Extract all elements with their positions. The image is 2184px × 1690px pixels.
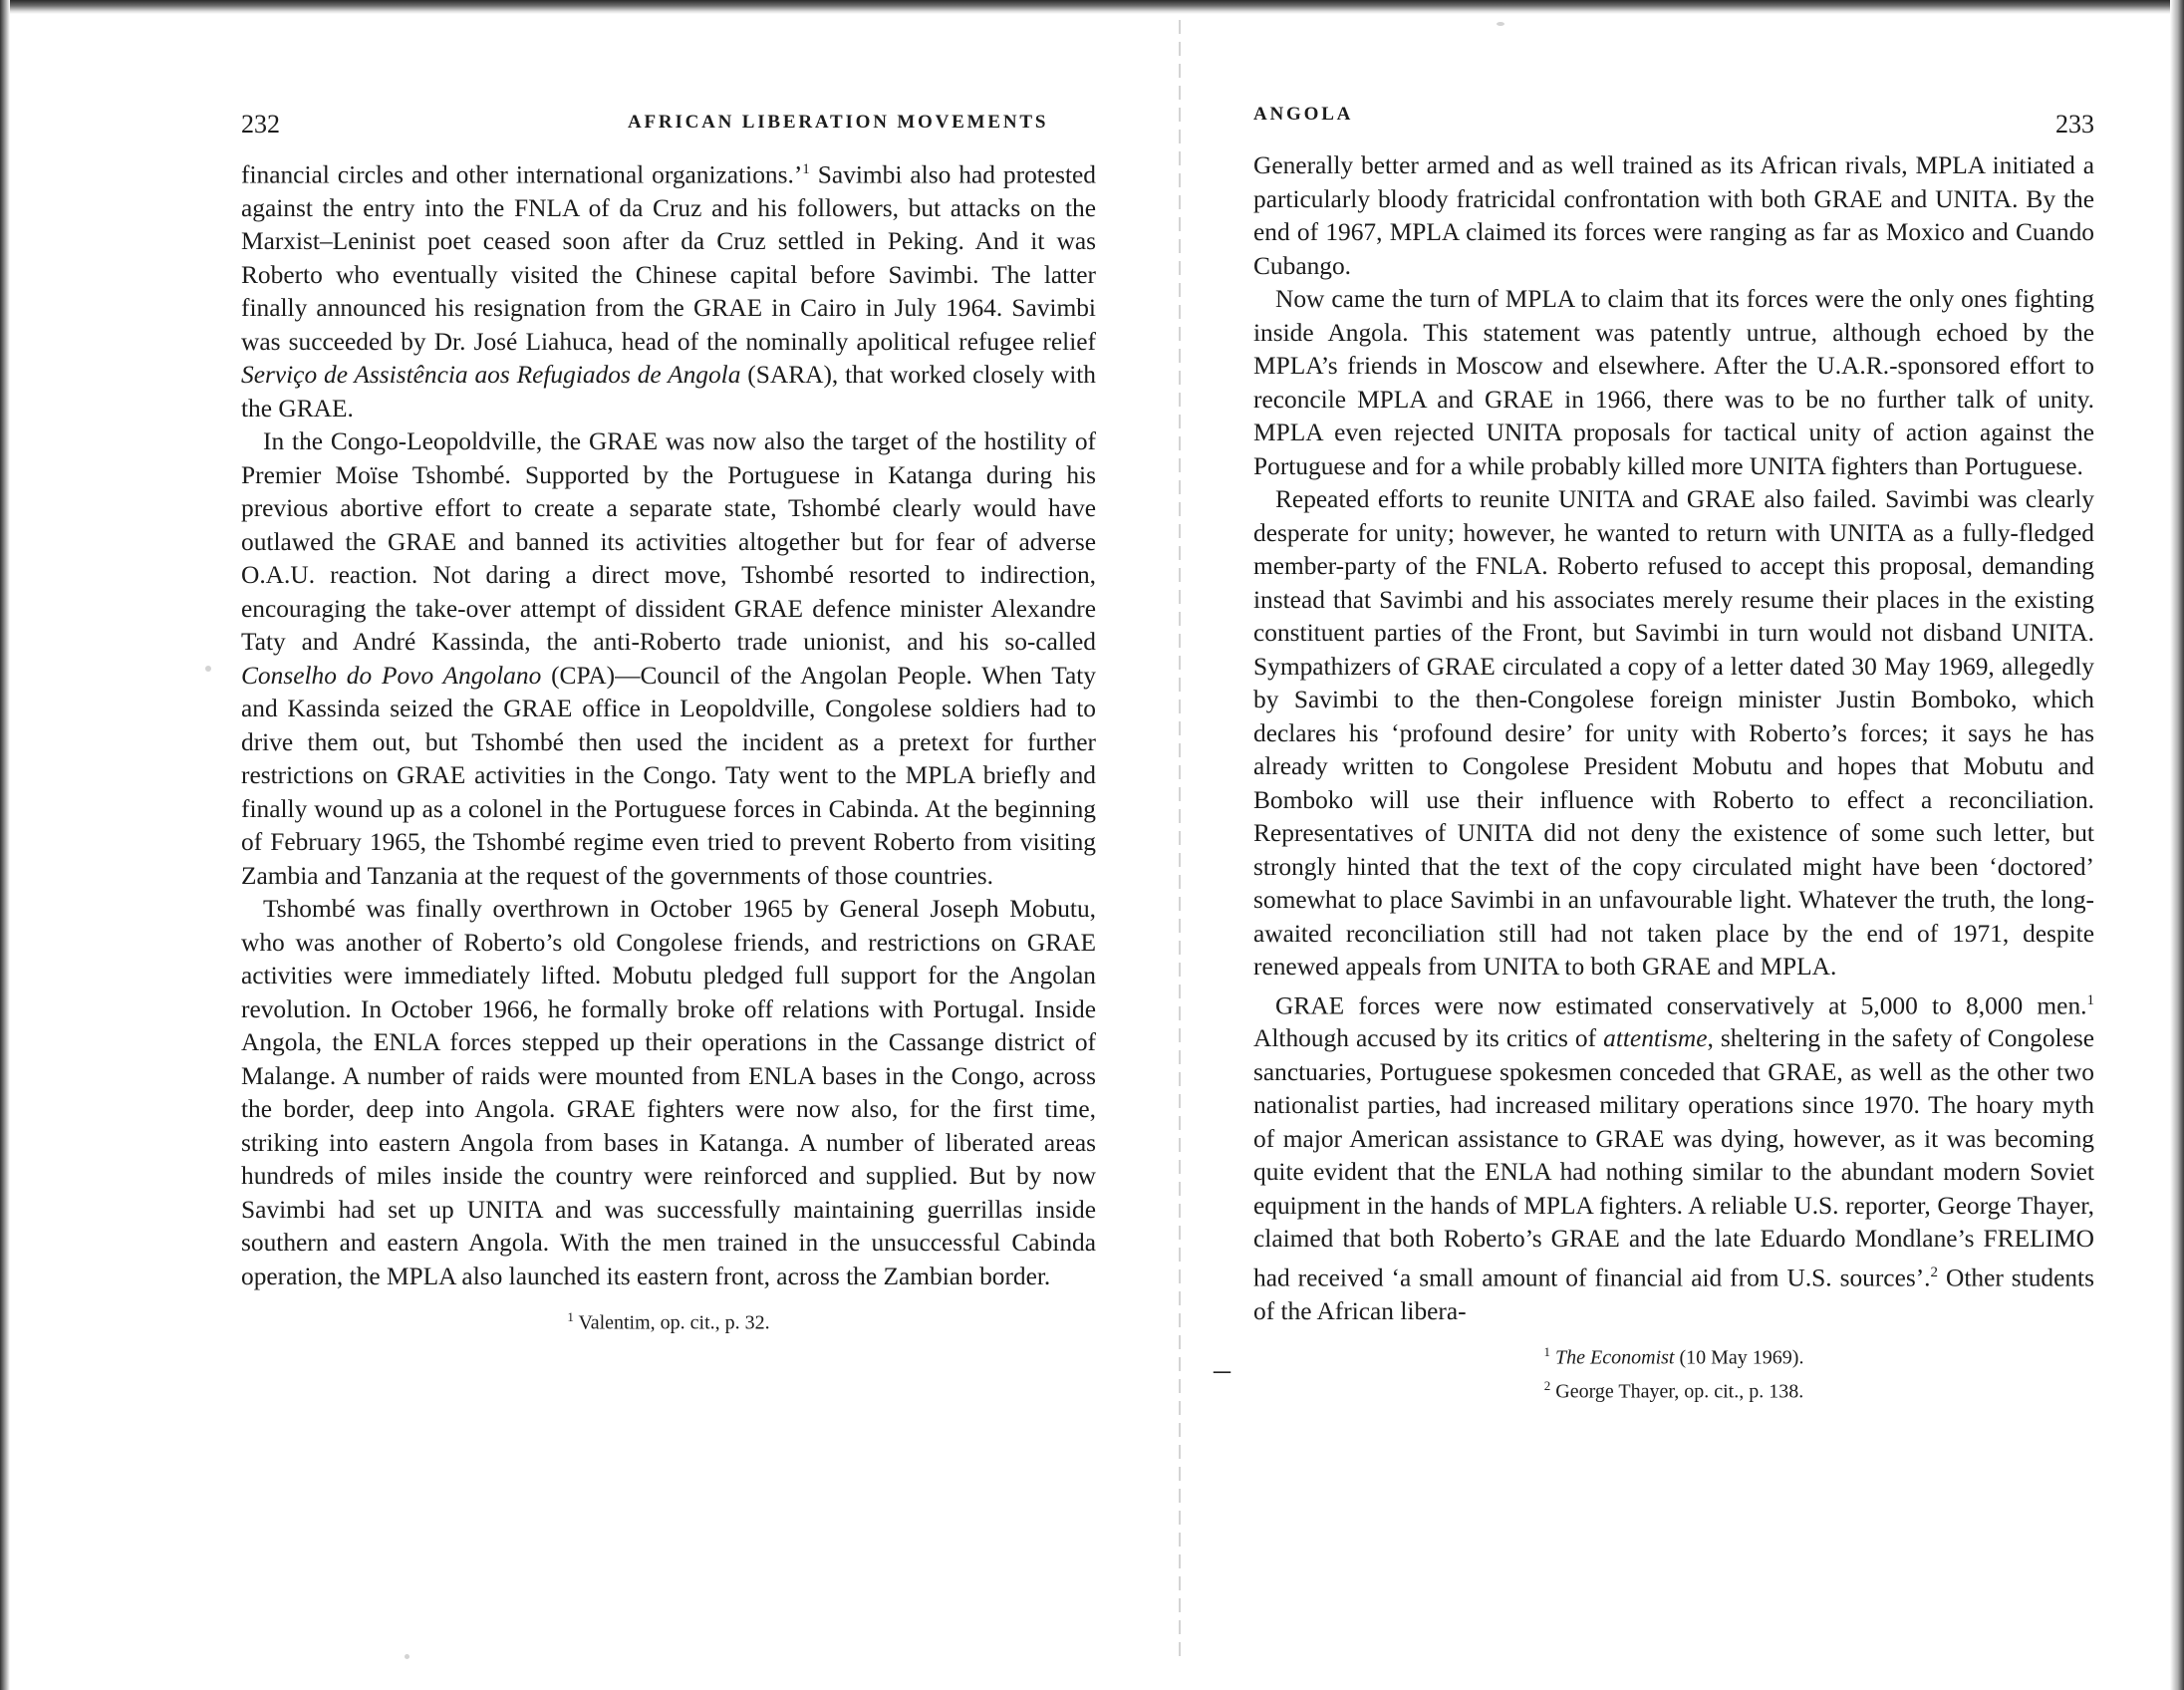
footnote-mark: 1 bbox=[567, 1309, 574, 1325]
scan-left-edge bbox=[0, 0, 10, 1690]
footnote-italic: The Economist bbox=[1555, 1347, 1675, 1370]
left-page bbox=[241, 100, 1096, 1337]
text-run: financial circles and other international organizations.’ bbox=[241, 160, 803, 189]
text-run: , sheltering in the safety of Congolese sanctuaries, Portuguese spokesmen conceded that GRAE, as well as the other two nationalist parties, had increased military operations since 1970. The hoary myth of major American assistance to GRAE was dying, however, as it was becoming quite evident that the ENLA had nothing similar to the abundant modern Soviet equipment in the hands of MPLA fighters. A reliable U.S. reporter, George Thayer, claimed that both Roberto’s GRAE and the late Eduardo Mondlane’s FRELIMO had received ‘a small amount of financial aid from U.S. sources’. bbox=[1253, 1024, 2094, 1292]
left-running-title: AFRICAN LIBERATION MOVEMENTS bbox=[628, 112, 1049, 133]
text-run: Repeated efforts to reunite UNITA and GRAE also failed. Savimbi was clearly desperate for unity; however, he wanted to return with UNITA as a fully-fledged member-party of the FNLA. Roberto refused to accept this proposal, demanding instead that Savimbi and his associates merely resume their places in the existing constituent parties of the Front, but Savimbi in turn would not disband UNITA. Sympathizers of GRAE circulated a copy of a letter dated 30 May 1969, allegedly by Savimbi to the then-Congolese foreign minister Justin Bomboko, which declares his ‘profound desire’ for unity with Roberto’s forces; it says he has already written to Congolese President Mobutu and hopes that Mobutu and Bomboko will use their influence with Roberto to effect a reconciliation. Representatives of UNITA did not deny the existence of some such letter, but strongly hinted that the text of the copy circulated might have been ‘doctored’ somewhat to place Savimbi in an unfavourable light. Whatever the truth, the long-awaited reconciliation still had not taken place by the end of 1971, despite renewed appeals from UNITA to both GRAE and MPLA. bbox=[1253, 485, 2094, 981]
scan-right-edge bbox=[2170, 0, 2184, 1690]
left-footnotes bbox=[241, 1303, 1096, 1337]
footnote bbox=[1253, 1338, 2094, 1372]
book-gutter bbox=[1179, 20, 1181, 1664]
paragraph bbox=[1253, 985, 2094, 1329]
scan-speck bbox=[205, 666, 211, 672]
paragraph bbox=[241, 893, 1096, 1293]
footnote-text-after: (10 May 1969). bbox=[1674, 1347, 1804, 1370]
text-run: (SARA), that worked closely with the GRAE. bbox=[241, 361, 1096, 422]
text-run: Generally better armed and as well trained as its African rivals, MPLA initiated a particularly bloody fratricidal confrontation with both GRAE and UNITA. By the end of 1967, MPLA claimed its forces were ranging as far as Moxico and Cuando Cubango. bbox=[1253, 151, 2094, 280]
paragraph bbox=[1253, 483, 2094, 985]
footnote-mark: 1 bbox=[1543, 1344, 1551, 1360]
text-run: Although accused by its critics of bbox=[1253, 1024, 1604, 1053]
paragraph bbox=[241, 153, 1096, 425]
right-body-text bbox=[1253, 149, 2094, 1328]
right-footnotes bbox=[1253, 1338, 2094, 1405]
footnote-text: Valentim, op. cit., p. 32. bbox=[573, 1312, 770, 1335]
italic-text: attentisme bbox=[1603, 1024, 1708, 1053]
right-page bbox=[1253, 100, 2094, 1406]
footnote-ref: 2 bbox=[1930, 1264, 1939, 1280]
footnote-text: George Thayer, op. cit., p. 138. bbox=[1550, 1380, 1804, 1403]
right-running-head bbox=[1253, 100, 2094, 147]
italic-text: Conselho do Povo Angolano bbox=[241, 661, 542, 690]
paragraph bbox=[241, 425, 1096, 893]
right-page-number: 233 bbox=[2055, 110, 2094, 139]
left-running-head bbox=[241, 100, 1096, 147]
footnote-ref: 1 bbox=[2086, 991, 2094, 1008]
text-run: Tshombé was finally overthrown in October 1965 by General Joseph Mobutu, who was another of Roberto’s old Congolese friends, and restrictions on GRAE activities were immediately lifted. Mobutu pledged full support for the Angolan revolution. In October 1966, he formally broke off relations with Portugal. Inside Angola, the ENLA forces stepped up their operations in the Cassange district of Malange. A number of raids were mounted from ENLA bases in the Congo, across the border, deep into Angola. GRAE fighters were now also, for the first time, striking into eastern Angola from bases in Katanga. A number of liberated areas hundreds of miles inside the country were reinforced and supplied. But by now Savimbi had set up UNITA and was successfully maintaining guerrillas inside southern and eastern Angola. With the men trained in the unsuccessful Cabinda operation, the MPLA also launched its eastern front, across the Zambian border. bbox=[241, 895, 1096, 1290]
footnote bbox=[241, 1303, 1096, 1337]
scan-top-edge bbox=[0, 0, 2184, 14]
left-body-text bbox=[241, 153, 1096, 1293]
scan-speck bbox=[1497, 22, 1504, 26]
right-running-title: ANGOLA bbox=[1253, 104, 1354, 125]
italic-text: Serviço de Assistência aos Refugiados de Angola bbox=[241, 361, 741, 390]
scan-speck bbox=[405, 1654, 410, 1659]
paragraph bbox=[1253, 283, 2094, 483]
text-run: (CPA)—Council of the Angolan People. When Taty and Kassinda seized the GRAE office in Leopoldville, Congolese soldiers had to drive them out, but Tshombé then used the incident as a pretext for further restrictions on GRAE activities in the Congo. Taty went to the MPLA briefly and finally wound up as a colonel in the Portuguese forces in Cabinda. At the beginning of February 1965, the Tshombé regime even tried to prevent Roberto from visiting Zambia and Tanzania at the request of the governments of those countries. bbox=[241, 661, 1096, 890]
left-page-number: 232 bbox=[241, 110, 280, 139]
text-run: GRAE forces were now estimated conservatively at 5,000 to 8,000 men. bbox=[1275, 990, 2087, 1019]
text-run: Other students of the African libera- bbox=[1253, 1264, 2094, 1325]
footnote bbox=[1253, 1372, 2094, 1406]
margin-dash-mark: – bbox=[1214, 1351, 1230, 1388]
footnote-mark: 2 bbox=[1543, 1378, 1551, 1394]
paragraph bbox=[1253, 149, 2094, 283]
text-run: Now came the turn of MPLA to claim that its forces were the only ones fighting inside Angola. This statement was patently untrue, although echoed by the MPLA’s friends in Moscow and elsewhere. After the U.A.R.-sponsored effort to reconcile MPLA and GRAE in 1966, there was to be no further talk of unity. MPLA even rejected UNITA proposals for tactical unity of action against the Portuguese and for a while probably killed more UNITA fighters than Portuguese. bbox=[1253, 285, 2094, 480]
text-run: In the Congo-Leopoldville, the GRAE was now also the target of the hostility of Premier Moïse Tshombé. Supported by the Portuguese in Katanga during his previous abortive effort to create a separate state, Tshombé clearly would have outlawed the GRAE and banned its activities altogether but for fear of adverse O.A.U. reaction. Not daring a direct move, Tshombé resorted to indirection, encouraging the take-over attempt of dissident GRAE defence minister Alexandre Taty and André Kassinda, the anti-Roberto trade unionist, and his so-called bbox=[241, 427, 1096, 657]
text-run: Savimbi also had protested against the entry into the FNLA of da Cruz and his followers, but attacks on the Marxist–Leninist poet ceased soon after da Cruz settled in Peking. And it was Roberto who eventually visited the Chinese capital before Savimbi. The latter finally announced his resignation from the GRAE in Cairo in July 1964. Savimbi was succeeded by Dr. José Liahuca, head of the nominally apolitical refugee relief bbox=[241, 160, 1096, 356]
footnote-ref: 1 bbox=[802, 161, 810, 177]
